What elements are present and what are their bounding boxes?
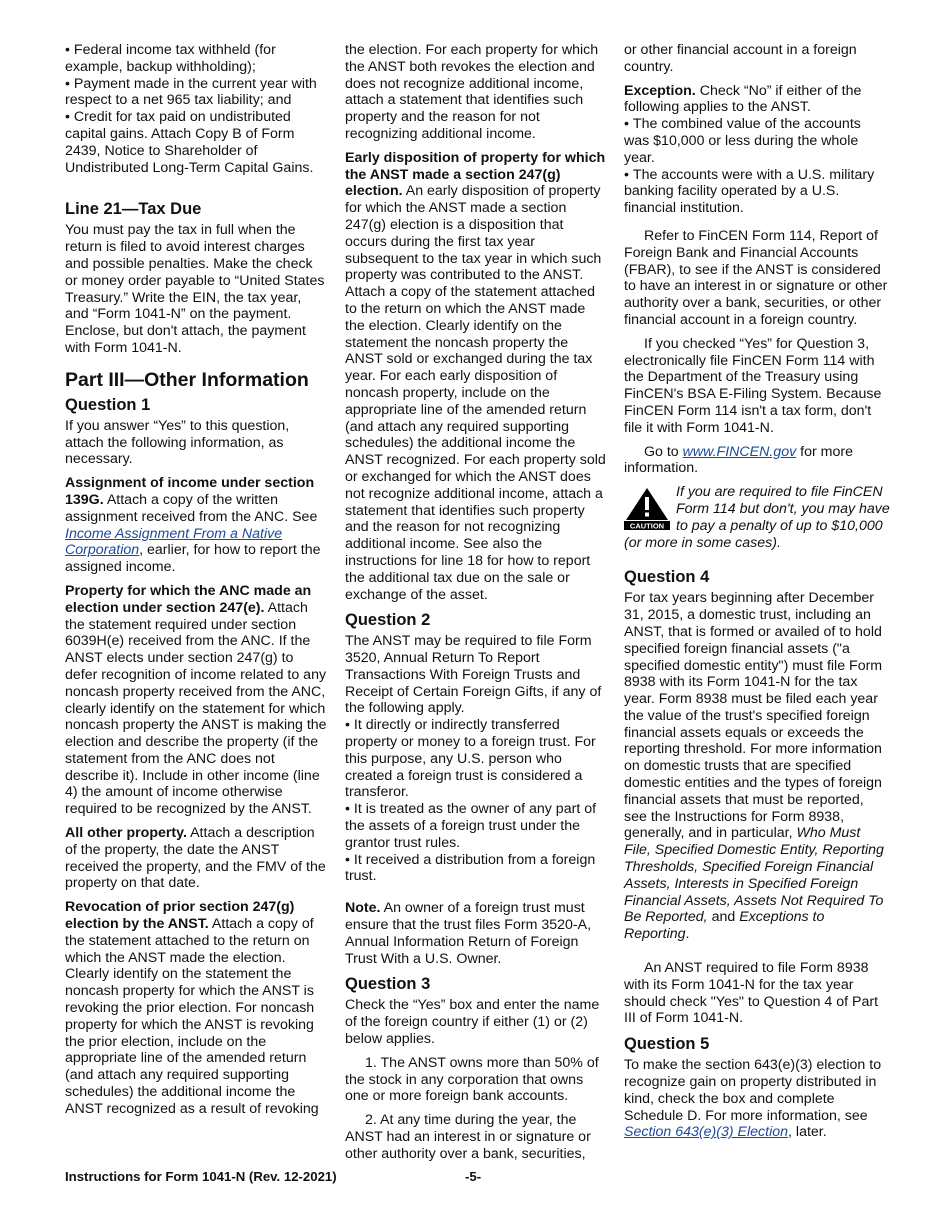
other-property-text: Attach a description of the property, the date the ANST received the property, and the FMV of the property on that date. bbox=[65, 825, 326, 892]
caution-label: CAUTION bbox=[629, 521, 665, 531]
revocation-continued: the election. For each property for which the ANST both revokes the election and does not recognize additional income, attach a statement that identifies such property and the reason for not recognizing additional income. bbox=[345, 42, 599, 142]
question1-heading: Question 1 bbox=[65, 395, 151, 414]
q4-exceptions: Exceptions to Reporting bbox=[624, 909, 825, 943]
bullet-item: • It received a distribution from a foreign trust. bbox=[345, 852, 607, 886]
assignment-text-end: , earlier, for how to report the assigned income. bbox=[65, 542, 321, 576]
revocation-paragraph bbox=[65, 899, 327, 1117]
fincen-file-text: If you checked “Yes” for Question 3, electronically file FinCEN Form 114 with the Department of the Treasury using FinCEN's BSA E-Filing System. Because FinCEN Form 114 isn't a tax form, don't file it with Form 1041-N. bbox=[624, 335, 882, 436]
exception-paragraph bbox=[624, 83, 890, 117]
assignment-paragraph bbox=[65, 475, 327, 576]
section-643-link[interactable]: Section 643(e)(3) Election bbox=[624, 1124, 789, 1141]
assignment-text: Attach a copy of the written assignment received from the ANC. See bbox=[65, 491, 318, 525]
exception-text: Check “No” if either of the following applies to the ANST. bbox=[624, 82, 862, 116]
q4-and: and bbox=[711, 909, 736, 926]
note-heading: Note. bbox=[345, 900, 381, 917]
q3-item-1: 1. The ANST owns more than 50% of the stock in any corporation that owns one or more foreign bank accounts. bbox=[345, 1054, 599, 1105]
note-text: An owner of a foreign trust must ensure that the trust files Form 3520-A, Annual Information Return of Foreign Trust With a U.S. Owner. bbox=[345, 900, 592, 967]
line21-text: You must pay the tax in full when the return is filed to avoid interest charges and possible penalties. Make the check or money order payable to “United States Treasury.” Write the EIN, the tax year, and “Form 1041-N” on the payment. Enclose, but don't attach, the payment with Form 1041-N. bbox=[65, 222, 325, 356]
caution-text: If you are required to file FinCEN Form 114 but don't, you may have to pay a penalty of up to $10,000 (or more in some cases). bbox=[624, 484, 890, 551]
line21-heading: Line 21—Tax Due bbox=[65, 200, 202, 219]
fincen-link[interactable]: www.FINCEN.gov bbox=[682, 443, 797, 460]
revocation-heading: Revocation of prior section 247(g) election by the ANST. bbox=[65, 899, 295, 933]
q3-item-2: 2. At any time during the year, the ANST had an interest in or signature or other authority over a bank, securities, bbox=[345, 1112, 591, 1162]
q5-end: , later. bbox=[788, 1124, 827, 1141]
question4-heading: Question 4 bbox=[624, 568, 710, 587]
exception-heading: Exception. bbox=[624, 82, 696, 99]
q4-topics: Who Must File, Specified Domestic Entity, Reporting Thresholds, Specified Foreign Financial Assets, Interests in Specified Foreign Financial Assets, Assets Not Required To Be Reported, bbox=[624, 825, 884, 926]
question2-heading: Question 2 bbox=[345, 611, 431, 630]
q3-continued: or other financial account in a foreign country. bbox=[624, 42, 857, 75]
early-disposition-heading: Early disposition of property for which the ANST made a section 247(g) election. bbox=[345, 149, 606, 200]
anc-property-heading: Property for which the ANC made an election under section 247(e). bbox=[65, 582, 312, 616]
goto-paragraph bbox=[624, 444, 890, 478]
other-property-paragraph bbox=[65, 825, 327, 892]
q1-intro: If you answer “Yes” to this question, attach the following information, as necessary. bbox=[65, 417, 290, 468]
q4-text: For tax years beginning after December 31, 2015, a domestic trust, including an ANST, that is formed or availed of to hold specified foreign financial assets ("a specified domestic entity") must file Form 8938 with its Form 1041-N for the tax year. Form 8938 must be filed each year the value of the trust's specified foreign financial assets equals or exceeds the reporting threshold. For more information on domestic trusts that are specified domestic entities and the types of foreign financial assets that must be reported, see the Instructions for Form 8938, generally, and in particular, bbox=[624, 590, 883, 842]
column-right bbox=[624, 42, 890, 1148]
bullet-item: • The combined value of the accounts was $10,000 or less during the whole year. bbox=[624, 116, 890, 166]
q2-text: The ANST may be required to file Form 3520, Annual Return To Report Transactions With Foreign Trusts and Receipt of Certain Foreign Gifts, if any of the following apply. bbox=[345, 633, 602, 717]
income-assignment-link[interactable]: Income Assignment From a Native Corporation bbox=[65, 525, 283, 559]
q4-paragraph bbox=[624, 590, 890, 943]
bullet-item: • It directly or indirectly transferred property or money to a foreign trust. For this purpose, any U.S. person who created a foreign trust is considered a transferor. bbox=[345, 717, 607, 801]
question5-heading: Question 5 bbox=[624, 1035, 710, 1054]
bullet-item: • Federal income tax withheld (for example, backup withholding); bbox=[65, 42, 327, 76]
caution-icon bbox=[624, 486, 670, 530]
assignment-heading: Assignment of income under section 139G. bbox=[65, 475, 315, 508]
fbar-refer-text: Refer to FinCEN Form 114, Report of Foreign Bank and Financial Accounts (FBAR), to see if the ANST is considered to have an interest in or signature or other authority over a bank, securities, or other financial account in a foreign country. bbox=[624, 227, 888, 328]
q5-paragraph bbox=[624, 1057, 890, 1141]
early-disposition-paragraph bbox=[345, 150, 607, 604]
column-left bbox=[65, 42, 327, 1125]
bullet-item: • It is treated as the owner of any part of the assets of a foreign trust under the grantor trust rules. bbox=[345, 801, 607, 851]
bullet-item: • Payment made in the current year with respect to a net 965 tax liability; and bbox=[65, 76, 327, 110]
footer-title: Instructions for Form 1041-N (Rev. 12-2021) bbox=[65, 1169, 337, 1184]
question3-heading: Question 3 bbox=[345, 975, 431, 994]
bullet-item: • The accounts were with a U.S. military banking facility operated by a U.S. financial institution. bbox=[624, 167, 890, 217]
note-paragraph bbox=[345, 900, 607, 967]
q3-text: Check the “Yes” box and enter the name of the foreign country if either (1) or (2) below applies. bbox=[345, 997, 600, 1048]
part3-heading: Part III—Other Information bbox=[65, 368, 309, 391]
revocation-text: Attach a copy of the statement attached to the return on which the ANST made the election. Clearly identify on the statement the noncash property for which the ANST is revoking the prior election. For noncash property for which the ANST is revoking the prior election, include on the appropriate line of the amended return (and attach any required supporting schedules) the additional income the ANST recognized as a result of revoking bbox=[65, 916, 319, 1117]
early-disposition-text: An early disposition of property for which the ANST made a section 247(g) election is a disposition that occurs during the first tax year subsequent to the tax year in which such property was contributed to the ANST. Attach a copy of the statement attached to the return on which the ANST made the election. Clearly identify on the statement the noncash property the ANST sold or exchanged during the tax year. For each early disposition of noncash property, include on the appropriate line of the amended return (and attach any required supporting schedules) the additional income the ANST recognized. For each property sold or exchanged for which the ANST does not recognize additional income, attach a statement that identifies such property and the reason for not recognizing additional income. See also the instructions for line 18 for how to report the additional tax due on the sale or exchange of the asset. bbox=[345, 183, 606, 603]
goto-text: Go to bbox=[644, 443, 679, 460]
caution-box bbox=[624, 484, 890, 551]
q4-end: . bbox=[685, 926, 690, 943]
other-property-heading: All other property. bbox=[65, 825, 187, 842]
goto-text-end: for more information. bbox=[624, 443, 853, 477]
q5-text: To make the section 643(e)(3) election to recognize gain on property distributed in kind, check the box and complete Schedule D. For more information, see bbox=[624, 1057, 882, 1124]
bullet-item: • Credit for tax paid on undistributed capital gains. Attach Copy B of Form 2439, Notice to Shareholder of Undistributed Long-Term Capital Gains. bbox=[65, 109, 327, 176]
anc-property-paragraph bbox=[65, 583, 327, 818]
column-middle bbox=[345, 42, 607, 1170]
page-number: -5- bbox=[465, 1169, 482, 1184]
anc-property-text: Attach the statement required under section 6039H(e) received from the ANC. If the ANST elects under section 247(g) to defer recognition of income related to any noncash property received from the ANC, clearly identify on the statement for which noncash property the ANST is making the election and describe the property (if the statement from the ANC does not describe it). Include in other income (line 4) the amount of income otherwise required to be recognized by the ANST. bbox=[65, 599, 327, 818]
q4-paragraph-2: An ANST required to file Form 8938 with its Form 1041-N for the tax year should check "Yes" to Question 4 of Part III of Form 1041-N. bbox=[624, 960, 879, 1027]
